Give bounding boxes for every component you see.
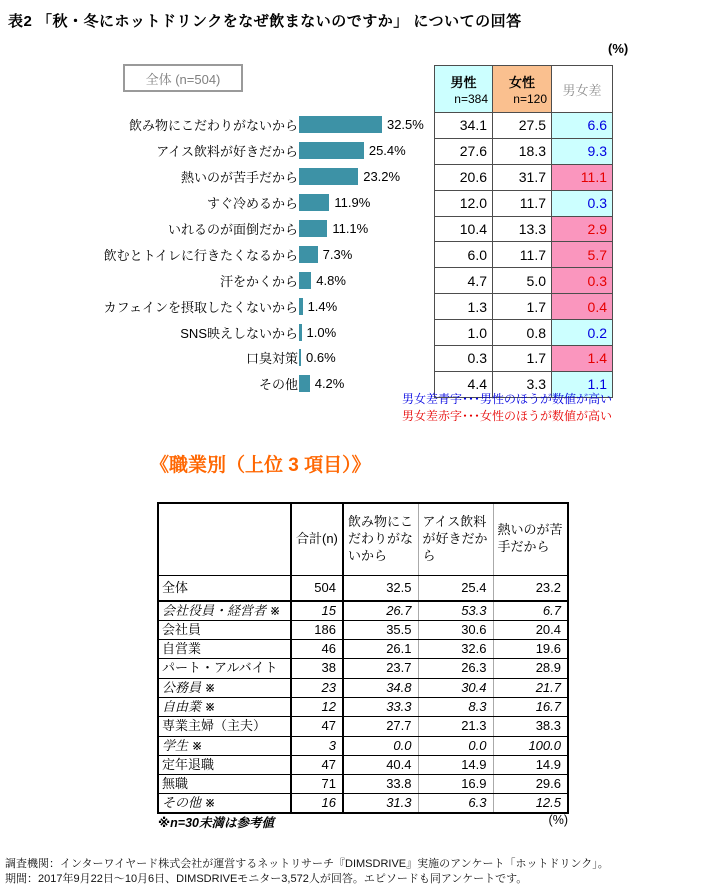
occupation-label: 会社員 bbox=[158, 620, 291, 639]
diff-column-header: 男女差 bbox=[552, 66, 613, 113]
occupation-row bbox=[158, 697, 568, 716]
category-value: 25.4% bbox=[368, 143, 406, 159]
diff-value: 0.4 bbox=[552, 294, 613, 320]
occupation-header-cell: アイス飲料が好きだから bbox=[418, 503, 493, 575]
occupation-value: 31.3 bbox=[343, 794, 418, 813]
diff-value: 0.2 bbox=[552, 320, 613, 346]
occupation-value: 38.3 bbox=[493, 717, 568, 736]
chart-row bbox=[0, 293, 434, 319]
occupation-value: 8.3 bbox=[418, 697, 493, 716]
occupation-value: 29.6 bbox=[493, 775, 568, 794]
occupation-row bbox=[158, 755, 568, 774]
category-label: 飲むとトイレに行きたくなるから bbox=[103, 247, 298, 263]
gender-table-row bbox=[435, 268, 613, 294]
occupation-value: 6.7 bbox=[493, 601, 568, 620]
occupation-label: 定年退職 bbox=[158, 755, 291, 774]
category-value: 11.9% bbox=[334, 195, 371, 211]
occupation-value: 33.8 bbox=[343, 775, 418, 794]
gender-comparison-table bbox=[434, 65, 613, 398]
category-label: その他 bbox=[258, 377, 298, 393]
category-bar bbox=[299, 142, 364, 159]
occupation-value: 30.4 bbox=[418, 678, 493, 697]
occupation-value: 6.3 bbox=[418, 794, 493, 813]
occupation-value: 0.0 bbox=[343, 736, 418, 755]
gender-table-row bbox=[435, 242, 613, 268]
category-bar bbox=[299, 116, 382, 133]
diff-value: 9.3 bbox=[552, 138, 613, 164]
category-value: 4.2% bbox=[314, 376, 345, 392]
category-bar bbox=[299, 220, 327, 237]
female-column-header bbox=[493, 66, 552, 113]
occupation-row bbox=[158, 659, 568, 678]
bar-chart bbox=[0, 112, 434, 397]
occupation-header-cell: 熱いのが苦手だから bbox=[493, 503, 568, 575]
occupation-total: 12 bbox=[291, 697, 343, 716]
male-value: 27.6 bbox=[435, 138, 493, 164]
occupation-header-cell: 合計(n) bbox=[291, 503, 343, 575]
category-value: 0.6% bbox=[306, 350, 336, 366]
category-bar bbox=[299, 349, 301, 366]
occupation-total: 23 bbox=[291, 678, 343, 697]
female-value: 31.7 bbox=[493, 164, 552, 190]
chart-row bbox=[0, 345, 434, 371]
occupation-value: 32.5 bbox=[343, 575, 418, 601]
female-value: 27.5 bbox=[493, 113, 552, 139]
occupation-row bbox=[158, 620, 568, 639]
category-label: 熱いのが苦手だから bbox=[180, 170, 298, 186]
category-value: 11.1% bbox=[332, 221, 369, 236]
female-value: 18.3 bbox=[493, 138, 552, 164]
gender-table-row bbox=[435, 164, 613, 190]
percent-unit-label: (%) bbox=[608, 41, 629, 56]
page-title: 表2 「秋・冬にホットドリンクをなぜ飲まないのですか」 についての回答 bbox=[8, 13, 522, 30]
occupation-value: 33.3 bbox=[343, 697, 418, 716]
occupation-row bbox=[158, 575, 568, 601]
occupation-value: 53.3 bbox=[418, 601, 493, 620]
occupation-value: 14.9 bbox=[418, 755, 493, 774]
gender-table-row bbox=[435, 294, 613, 320]
category-value: 1.4% bbox=[307, 298, 338, 314]
male-value: 4.7 bbox=[435, 268, 493, 294]
female-value: 11.7 bbox=[493, 190, 552, 216]
chart-row bbox=[0, 164, 434, 190]
diff-value: 0.3 bbox=[552, 268, 613, 294]
female-value: 13.3 bbox=[493, 216, 552, 242]
occupation-total: 504 bbox=[291, 575, 343, 601]
diff-value: 1.4 bbox=[552, 346, 613, 372]
occupation-value: 26.7 bbox=[343, 601, 418, 620]
category-bar bbox=[299, 324, 302, 341]
chart-row bbox=[0, 319, 434, 345]
diff-value: 0.3 bbox=[552, 190, 613, 216]
diff-value: 2.9 bbox=[552, 216, 613, 242]
survey-source-line: 調査機関：インターワイヤード株式会社が運営するネットリサーチ『DIMSDRIVE』実施のアンケート「ホットドリンク」。 bbox=[5, 858, 609, 870]
occupation-row bbox=[158, 601, 568, 620]
occupation-total: 15 bbox=[291, 601, 343, 620]
occupation-total: 186 bbox=[291, 620, 343, 639]
female-value: 3.3 bbox=[493, 371, 552, 397]
occupation-label: 自由業 ※ bbox=[158, 697, 291, 716]
occupation-total: 71 bbox=[291, 775, 343, 794]
occupation-value: 21.7 bbox=[493, 678, 568, 697]
category-label: すぐ冷めるから bbox=[206, 196, 298, 212]
occupation-value: 21.3 bbox=[418, 717, 493, 736]
category-label: 口臭対策 bbox=[245, 351, 298, 367]
chart-row bbox=[0, 241, 434, 267]
occupation-value: 20.4 bbox=[493, 620, 568, 639]
chart-row bbox=[0, 138, 434, 164]
occupation-label: 会社役員・経営者 ※ bbox=[158, 601, 291, 620]
occupation-value: 25.4 bbox=[418, 575, 493, 601]
category-label: アイス飲料が好きだから bbox=[156, 144, 298, 160]
category-bar bbox=[299, 246, 318, 263]
occupation-value: 27.7 bbox=[343, 717, 418, 736]
male-value: 10.4 bbox=[435, 216, 493, 242]
occupation-header-blank bbox=[158, 503, 291, 575]
occupation-label: 自営業 bbox=[158, 640, 291, 659]
category-value: 4.8% bbox=[316, 272, 346, 288]
occupation-total: 46 bbox=[291, 640, 343, 659]
female-label: 女性 bbox=[508, 75, 535, 91]
chart-row bbox=[0, 267, 434, 293]
occupation-total: 47 bbox=[291, 755, 343, 774]
occupation-label: パート・アルバイト bbox=[158, 659, 291, 678]
occupation-label: 公務員 ※ bbox=[158, 678, 291, 697]
occupation-total: 16 bbox=[291, 794, 343, 813]
category-value: 1.0% bbox=[306, 324, 337, 340]
female-value: 11.7 bbox=[493, 242, 552, 268]
overall-sample-box: 全体 (n=504) bbox=[123, 64, 243, 92]
occupation-value: 34.8 bbox=[343, 678, 418, 697]
male-column-header bbox=[435, 66, 493, 113]
occupation-row bbox=[158, 775, 568, 794]
occupation-value: 19.6 bbox=[493, 640, 568, 659]
occupation-value: 14.9 bbox=[493, 755, 568, 774]
male-n-label: n=384 bbox=[454, 91, 488, 106]
chart-row bbox=[0, 190, 434, 216]
male-value: 34.1 bbox=[435, 113, 493, 139]
male-value: 0.3 bbox=[435, 346, 493, 372]
female-n-label: n=120 bbox=[513, 91, 547, 106]
occupation-row bbox=[158, 640, 568, 659]
occupation-row bbox=[158, 678, 568, 697]
category-value: 23.2% bbox=[363, 169, 401, 185]
gender-table-header bbox=[435, 66, 613, 113]
category-bar bbox=[299, 272, 311, 289]
occupation-value: 32.6 bbox=[418, 640, 493, 659]
diff-value: 5.7 bbox=[552, 242, 613, 268]
male-value: 1.0 bbox=[435, 320, 493, 346]
gender-table-row bbox=[435, 346, 613, 372]
occupation-row bbox=[158, 736, 568, 755]
occupation-total: 38 bbox=[291, 659, 343, 678]
occupation-value: 30.6 bbox=[418, 620, 493, 639]
occupation-label: 全体 bbox=[158, 575, 291, 601]
male-value: 12.0 bbox=[435, 190, 493, 216]
occupation-label: 無職 bbox=[158, 775, 291, 794]
male-value: 6.0 bbox=[435, 242, 493, 268]
occupation-value: 26.1 bbox=[343, 640, 418, 659]
occupation-value: 16.7 bbox=[493, 697, 568, 716]
male-value: 4.4 bbox=[435, 371, 493, 397]
occupation-value: 40.4 bbox=[343, 755, 418, 774]
legend-male-higher: 男女差青字･･･男性のほうが数値が高い bbox=[401, 392, 612, 406]
category-label: 飲み物にこだわりがないから bbox=[128, 118, 298, 134]
female-value: 5.0 bbox=[493, 268, 552, 294]
occupation-row bbox=[158, 717, 568, 736]
occupation-value: 12.5 bbox=[493, 794, 568, 813]
occupation-value: 16.9 bbox=[418, 775, 493, 794]
occupation-label: その他 ※ bbox=[158, 794, 291, 813]
occupation-label: 専業主婦（主夫） bbox=[158, 717, 291, 736]
male-value: 20.6 bbox=[435, 164, 493, 190]
occupation-label: 学生 ※ bbox=[158, 736, 291, 755]
occupation-table-header bbox=[158, 503, 568, 575]
occupation-value: 26.3 bbox=[418, 659, 493, 678]
chart-row bbox=[0, 216, 434, 242]
category-value: 7.3% bbox=[322, 246, 353, 262]
gender-table-row bbox=[435, 216, 613, 242]
female-value: 0.8 bbox=[493, 320, 552, 346]
occupation-value: 23.2 bbox=[493, 575, 568, 601]
occupation-row bbox=[158, 794, 568, 813]
legend-female-higher: 男女差赤字･･･女性のほうが数値が高い bbox=[401, 409, 612, 423]
female-value: 1.7 bbox=[493, 346, 552, 372]
occupation-section-title: 《職業別（上位 3 項目）》 bbox=[150, 455, 371, 476]
occupation-header-cell: 飲み物にこだわりがないから bbox=[343, 503, 418, 575]
occupation-total: 47 bbox=[291, 717, 343, 736]
category-label: カフェインを摂取したくないから bbox=[103, 299, 298, 315]
occupation-total: 3 bbox=[291, 736, 343, 755]
female-value: 1.7 bbox=[493, 294, 552, 320]
survey-period-line: 期間：2017年9月22日～10月6日、DIMSDRIVEモニター3,572人が回答。エピソードも同アンケートです。 bbox=[5, 873, 528, 885]
male-value: 1.3 bbox=[435, 294, 493, 320]
reference-footnote: ※n=30未満は参考値 bbox=[158, 816, 274, 830]
gender-table-row bbox=[435, 113, 613, 139]
category-value: 32.5% bbox=[386, 117, 424, 133]
occupation-value: 28.9 bbox=[493, 659, 568, 678]
occupation-value: 23.7 bbox=[343, 659, 418, 678]
occupation-table bbox=[157, 502, 569, 814]
diff-value: 1.1 bbox=[552, 371, 613, 397]
male-label: 男性 bbox=[450, 75, 477, 91]
gender-table-row bbox=[435, 138, 613, 164]
category-label: SNS映えしないから bbox=[180, 325, 298, 341]
diff-value: 11.1 bbox=[552, 164, 613, 190]
occupation-value: 0.0 bbox=[418, 736, 493, 755]
occupation-value: 100.0 bbox=[493, 736, 568, 755]
gender-table-row bbox=[435, 190, 613, 216]
category-bar bbox=[299, 298, 303, 315]
diff-value: 6.6 bbox=[552, 113, 613, 139]
category-label: いれるのが面倒だから bbox=[167, 222, 298, 237]
category-bar bbox=[299, 168, 358, 185]
occupation-value: 35.5 bbox=[343, 620, 418, 639]
gender-table-row bbox=[435, 320, 613, 346]
category-bar bbox=[299, 194, 329, 211]
chart-row bbox=[0, 112, 434, 138]
category-label: 汗をかくから bbox=[219, 273, 298, 289]
occupation-unit-label: (%) bbox=[548, 813, 568, 827]
